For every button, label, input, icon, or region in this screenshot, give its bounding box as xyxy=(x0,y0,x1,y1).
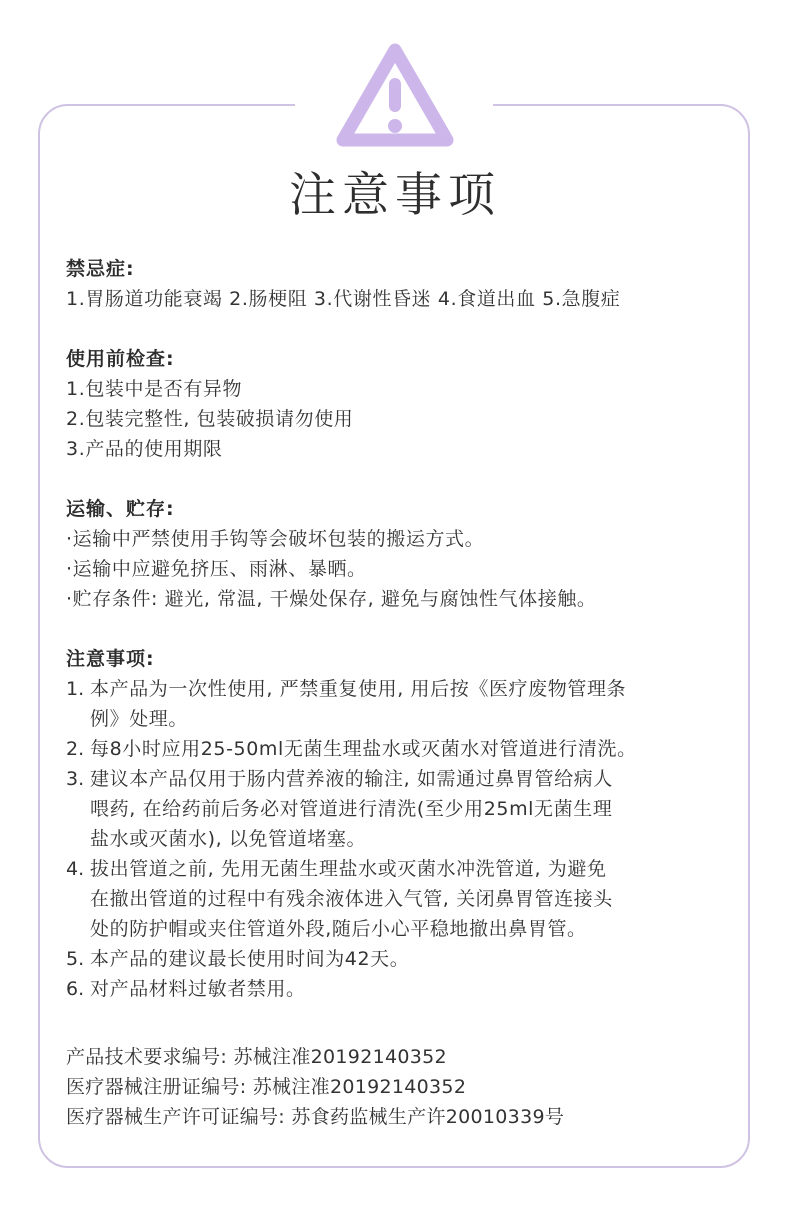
item-text xyxy=(90,764,730,854)
text-line: 处的防护帽或夹住管道外段,随后小心平稳地撤出鼻胃管。 xyxy=(90,918,587,940)
item-text xyxy=(90,944,730,974)
list-item xyxy=(66,854,730,944)
item-text xyxy=(90,674,730,734)
item-number: 5. xyxy=(66,948,85,970)
list-item xyxy=(66,974,730,1004)
list-item xyxy=(66,764,730,854)
product-standard-number: 产品技术要求编号: 苏械注准20192140352 xyxy=(66,1046,447,1068)
precautions-section xyxy=(66,644,730,1004)
item-number: 1. xyxy=(66,678,85,700)
notice-content xyxy=(66,254,730,1132)
section-heading: 禁忌症: xyxy=(66,258,135,280)
contraindications-section xyxy=(66,254,730,314)
item-number: 4. xyxy=(66,858,85,880)
text-line: 1.包装中是否有异物 xyxy=(66,378,243,400)
item-number: 2. xyxy=(66,738,85,760)
section-heading: 注意事项: xyxy=(66,648,155,670)
page-title: 注意事项 xyxy=(289,168,501,223)
text-line: 拔出管道之前, 先用无菌生理盐水或灭菌水冲洗管道, 为避免 xyxy=(90,858,607,880)
section-heading: 使用前检查: xyxy=(66,348,175,370)
list-item xyxy=(66,944,730,974)
production-license-number: 医疗器械生产许可证编号: 苏食药监械生产许20010339号 xyxy=(66,1106,565,1128)
warning-triangle-icon xyxy=(333,42,457,152)
text-line: ·运输中严禁使用手钩等会破坏包装的搬运方式。 xyxy=(66,528,485,550)
text-line: ·贮存条件: 避光, 常温, 干燥处保存, 避免与腐蚀性气体接触。 xyxy=(66,588,597,610)
item-number: 6. xyxy=(66,978,85,1000)
text-line: 本产品的建议最长使用时间为42天。 xyxy=(90,948,410,970)
text-line: 对产品材料过敏者禁用。 xyxy=(90,978,306,1000)
text-line: 例》处理。 xyxy=(90,708,189,730)
text-line: 3.产品的使用期限 xyxy=(66,438,223,460)
text-line: 建议本产品仅用于肠内营养液的输注, 如需通过鼻胃管给病人 xyxy=(90,768,613,790)
transport-storage-section xyxy=(66,494,730,614)
item-text xyxy=(90,974,730,1004)
item-number: 3. xyxy=(66,768,85,790)
text-line: 1.胃肠道功能衰竭 2.肠梗阻 3.代谢性昏迷 4.食道出血 5.急腹症 xyxy=(66,288,621,310)
item-text xyxy=(90,854,730,944)
text-line: 喂药, 在给药前后务必对管道进行清洗(至少用25ml无菌生理 xyxy=(90,798,613,820)
text-line: 本产品为一次性使用, 严禁重复使用, 用后按《医疗废物管理条 xyxy=(90,678,627,700)
list-item xyxy=(66,674,730,734)
list-item xyxy=(66,734,730,764)
pre-use-check-section xyxy=(66,344,730,464)
text-line: 2.包装完整性, 包装破损请勿使用 xyxy=(66,408,354,430)
text-line: 在撤出管道的过程中有残余液体进入气管, 关闭鼻胃管连接头 xyxy=(90,888,613,910)
text-line: 盐水或灭菌水), 以免管道堵塞。 xyxy=(90,828,367,850)
registration-info xyxy=(66,1042,730,1132)
section-heading: 运输、贮存: xyxy=(66,498,175,520)
registration-certificate-number: 医疗器械注册证编号: 苏械注准20192140352 xyxy=(66,1076,467,1098)
item-text xyxy=(90,734,730,764)
text-line: ·运输中应避免挤压、雨淋、暴晒。 xyxy=(66,558,367,580)
text-line: 每8小时应用25-50ml无菌生理盐水或灭菌水对管道进行清洗。 xyxy=(90,738,637,760)
